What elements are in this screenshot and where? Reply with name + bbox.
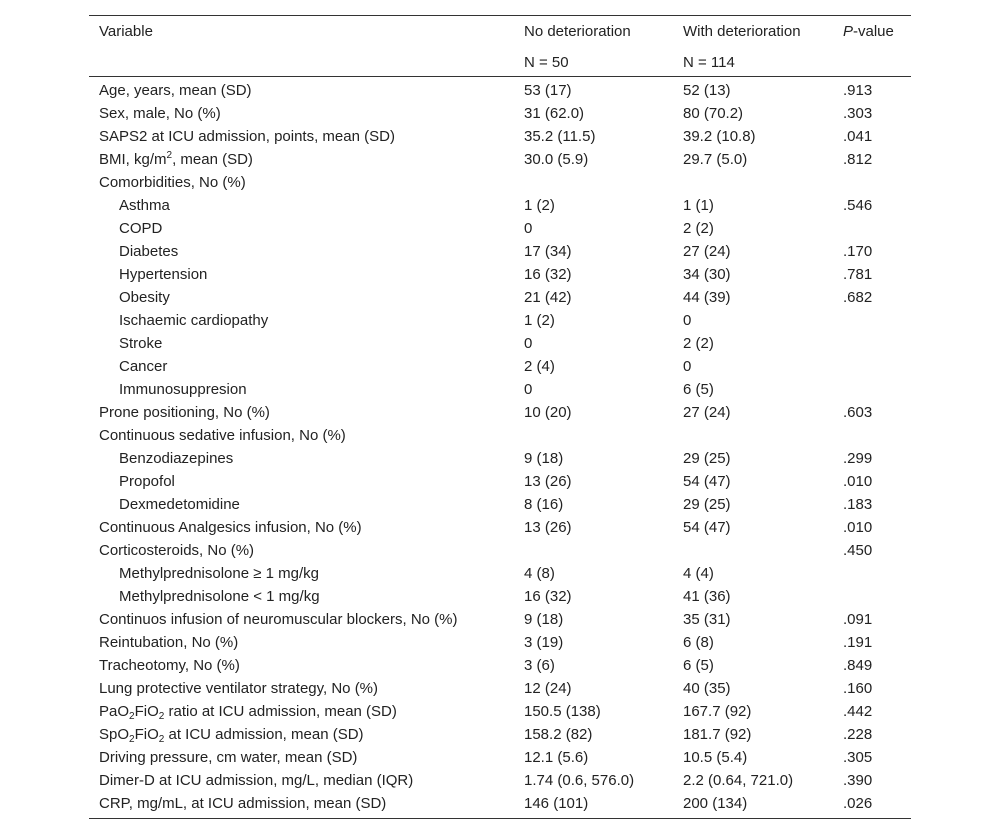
p-value-cell: .812	[843, 151, 873, 168]
bottom-rule	[89, 818, 911, 819]
table-row	[89, 654, 911, 677]
row-label: Comorbidities, No (%)	[99, 174, 246, 191]
no-deterioration-cell: 12.1 (5.6)	[524, 749, 589, 766]
with-deterioration-cell: 6 (5)	[683, 657, 714, 674]
no-deterioration-cell: 1 (2)	[524, 312, 555, 329]
with-deterioration-cell: 2 (2)	[683, 335, 714, 352]
with-deterioration-cell: 29 (25)	[683, 496, 731, 513]
row-label: SpO$_2$FiO$_2$ at ICU admission, mean (SD)	[99, 726, 364, 745]
no-deterioration-cell: 12 (24)	[524, 680, 572, 697]
table-row	[89, 378, 911, 401]
p-value-cell: .305	[843, 749, 873, 766]
table-row	[89, 493, 911, 516]
p-value-cell: .091	[843, 611, 873, 628]
p-value-cell: .026	[843, 795, 873, 812]
table-row	[89, 470, 911, 493]
no-deterioration-cell: 35.2 (11.5)	[524, 128, 596, 145]
header-p-value	[843, 22, 894, 42]
p-value-cell: .299	[843, 450, 873, 467]
table-row	[89, 424, 911, 447]
no-deterioration-cell: 0	[524, 381, 533, 398]
with-deterioration-cell: 4 (4)	[683, 565, 714, 582]
table-row	[89, 608, 911, 631]
no-deterioration-cell: 0	[524, 335, 533, 352]
with-deterioration-cell: 54 (47)	[683, 473, 731, 490]
table-row	[89, 631, 911, 654]
table-row	[89, 792, 911, 815]
table-row	[89, 125, 911, 148]
with-deterioration-cell: 200 (134)	[683, 795, 748, 812]
no-deterioration-cell: 17 (34)	[524, 243, 572, 260]
with-deterioration-cell: 41 (36)	[683, 588, 731, 605]
table-row	[89, 516, 911, 539]
row-label: Obesity	[119, 289, 170, 306]
no-deterioration-cell: 4 (8)	[524, 565, 555, 582]
table-row	[89, 194, 911, 217]
header-no-deterioration-n: N = 50	[524, 54, 569, 71]
row-label: Dimer-D at ICU admission, mg/L, median (IQR)	[99, 772, 414, 789]
no-deterioration-cell: 1 (2)	[524, 197, 555, 214]
no-deterioration-cell: 9 (18)	[524, 611, 564, 628]
no-deterioration-cell: 146 (101)	[524, 795, 589, 812]
with-deterioration-cell: 2 (2)	[683, 220, 714, 237]
with-deterioration-cell: 10.5 (5.4)	[683, 749, 748, 766]
p-value-cell: .303	[843, 105, 873, 122]
row-label: BMI, $kg/m^2$, mean (SD)	[99, 150, 253, 168]
table-row	[89, 240, 911, 263]
with-deterioration-cell: 0	[683, 312, 692, 329]
no-deterioration-cell: 2 (4)	[524, 358, 555, 375]
row-label: COPD	[119, 220, 163, 237]
with-deterioration-cell: 27 (24)	[683, 243, 731, 260]
with-deterioration-cell: 0	[683, 358, 692, 375]
table-row	[89, 148, 911, 171]
with-deterioration-cell: 6 (5)	[683, 381, 714, 398]
p-value-cell: .781	[843, 266, 873, 283]
p-value-cell: .160	[843, 680, 873, 697]
no-deterioration-cell: 150.5 (138)	[524, 703, 601, 720]
p-value-cell: .228	[843, 726, 873, 743]
table-row	[89, 355, 911, 378]
table-row	[89, 401, 911, 424]
row-label: Propofol	[119, 473, 175, 490]
with-deterioration-cell: 27 (24)	[683, 404, 731, 421]
p-value-cell: .603	[843, 404, 873, 421]
p-value-cell: .010	[843, 519, 873, 536]
row-label: Prone positioning, No (%)	[99, 404, 270, 421]
with-deterioration-cell: 35 (31)	[683, 611, 731, 628]
header-with-deterioration: With deterioration	[683, 23, 801, 40]
no-deterioration-cell: 9 (18)	[524, 450, 564, 467]
p-value-cell: .191	[843, 634, 873, 651]
table-row	[89, 263, 911, 286]
row-label: Stroke	[119, 335, 163, 352]
p-value-cell: .170	[843, 243, 873, 260]
no-deterioration-cell: 1.74 (0.6, 576.0)	[524, 772, 635, 789]
with-deterioration-cell: 2.2 (0.64, 721.0)	[683, 772, 794, 789]
row-label: Tracheotomy, No (%)	[99, 657, 240, 674]
table-row	[89, 332, 911, 355]
row-label: Hypertension	[119, 266, 208, 283]
with-deterioration-cell: 54 (47)	[683, 519, 731, 536]
with-deterioration-cell: 167.7 (92)	[683, 703, 752, 720]
p-value-cell: .390	[843, 772, 873, 789]
p-value-cell: .546	[843, 197, 873, 214]
table-row	[89, 217, 911, 240]
row-label: Continuous sedative infusion, No (%)	[99, 427, 346, 444]
table-row	[89, 309, 911, 332]
with-deterioration-cell: 181.7 (92)	[683, 726, 752, 743]
table-row	[89, 700, 911, 723]
table-row	[89, 585, 911, 608]
row-label: CRP, mg/mL, at ICU admission, mean (SD)	[99, 795, 387, 812]
p-value-cell: .183	[843, 496, 873, 513]
row-label: Methylprednisolone ≥ 1 mg/kg	[119, 565, 320, 582]
row-label: Age, years, mean (SD)	[99, 82, 252, 99]
with-deterioration-cell: 52 (13)	[683, 82, 731, 99]
p-value-cell: .450	[843, 542, 873, 559]
no-deterioration-cell: 30.0 (5.9)	[524, 151, 589, 168]
p-value-cell: .442	[843, 703, 873, 720]
no-deterioration-cell: 16 (32)	[524, 266, 572, 283]
p-value-cell: .849	[843, 657, 873, 674]
no-deterioration-cell: 13 (26)	[524, 519, 572, 536]
row-label: Ischaemic cardiopathy	[119, 312, 269, 329]
p-value-cell: .913	[843, 82, 873, 99]
header-with-deterioration-n: N = 114	[683, 54, 735, 71]
table-row	[89, 102, 911, 125]
p-value-cell: .010	[843, 473, 873, 490]
with-deterioration-cell: 29 (25)	[683, 450, 731, 467]
table-header	[89, 16, 911, 76]
row-label: Cancer	[119, 358, 168, 375]
with-deterioration-cell: 44 (39)	[683, 289, 731, 306]
row-label: Continuos infusion of neuromuscular blockers, No (%)	[99, 611, 458, 628]
no-deterioration-cell: 21 (42)	[524, 289, 572, 306]
no-deterioration-cell: 3 (19)	[524, 634, 564, 651]
with-deterioration-cell: 40 (35)	[683, 680, 731, 697]
row-label: Corticosteroids, No (%)	[99, 542, 255, 559]
row-label: Immunosuppresion	[119, 381, 247, 398]
header-p-rest: -value	[853, 23, 894, 40]
table-row	[89, 677, 911, 700]
no-deterioration-cell: 13 (26)	[524, 473, 572, 490]
p-value-cell: .682	[843, 289, 873, 306]
row-label: PaO$_2$FiO$_2$ ratio at ICU admission, mean (SD)	[99, 703, 397, 722]
table-row	[89, 171, 911, 194]
header-p-italic: P	[843, 23, 854, 40]
p-value-cell: .041	[843, 128, 873, 145]
with-deterioration-cell: 6 (8)	[683, 634, 714, 651]
row-label: Continuous Analgesics infusion, No (%)	[99, 519, 362, 536]
table-row	[89, 746, 911, 769]
table-row	[89, 539, 911, 562]
no-deterioration-cell: 3 (6)	[524, 657, 555, 674]
row-label: Diabetes	[119, 243, 179, 260]
no-deterioration-cell: 0	[524, 220, 533, 237]
no-deterioration-cell: 53 (17)	[524, 82, 572, 99]
table-row	[89, 286, 911, 309]
row-label: Lung protective ventilator strategy, No (%)	[99, 680, 379, 697]
no-deterioration-cell: 31 (62.0)	[524, 105, 585, 122]
comparison-table	[89, 15, 911, 819]
no-deterioration-cell: 10 (20)	[524, 404, 572, 421]
table-row	[89, 447, 911, 470]
with-deterioration-cell: 80 (70.2)	[683, 105, 744, 122]
row-label: SAPS2 at ICU admission, points, mean (SD)	[99, 128, 395, 145]
with-deterioration-cell: 34 (30)	[683, 266, 731, 283]
table-row	[89, 562, 911, 585]
row-label: Reintubation, No (%)	[99, 634, 239, 651]
row-label: Sex, male, No (%)	[99, 105, 221, 122]
with-deterioration-cell: 39.2 (10.8)	[683, 128, 756, 145]
with-deterioration-cell: 1 (1)	[683, 197, 714, 214]
table-row	[89, 723, 911, 746]
row-label: Dexmedetomidine	[119, 496, 240, 513]
table-row	[89, 79, 911, 102]
table-row	[89, 769, 911, 792]
row-label: Asthma	[119, 197, 170, 214]
row-label: Driving pressure, cm water, mean (SD)	[99, 749, 358, 766]
header-no-deterioration: No deterioration	[524, 23, 631, 40]
with-deterioration-cell: 29.7 (5.0)	[683, 151, 748, 168]
row-label: Methylprednisolone < 1 mg/kg	[119, 588, 320, 605]
row-label: Benzodiazepines	[119, 450, 234, 467]
no-deterioration-cell: 16 (32)	[524, 588, 572, 605]
no-deterioration-cell: 158.2 (82)	[524, 726, 593, 743]
header-variable: Variable	[99, 23, 153, 40]
no-deterioration-cell: 8 (16)	[524, 496, 564, 513]
table-body	[89, 77, 911, 818]
